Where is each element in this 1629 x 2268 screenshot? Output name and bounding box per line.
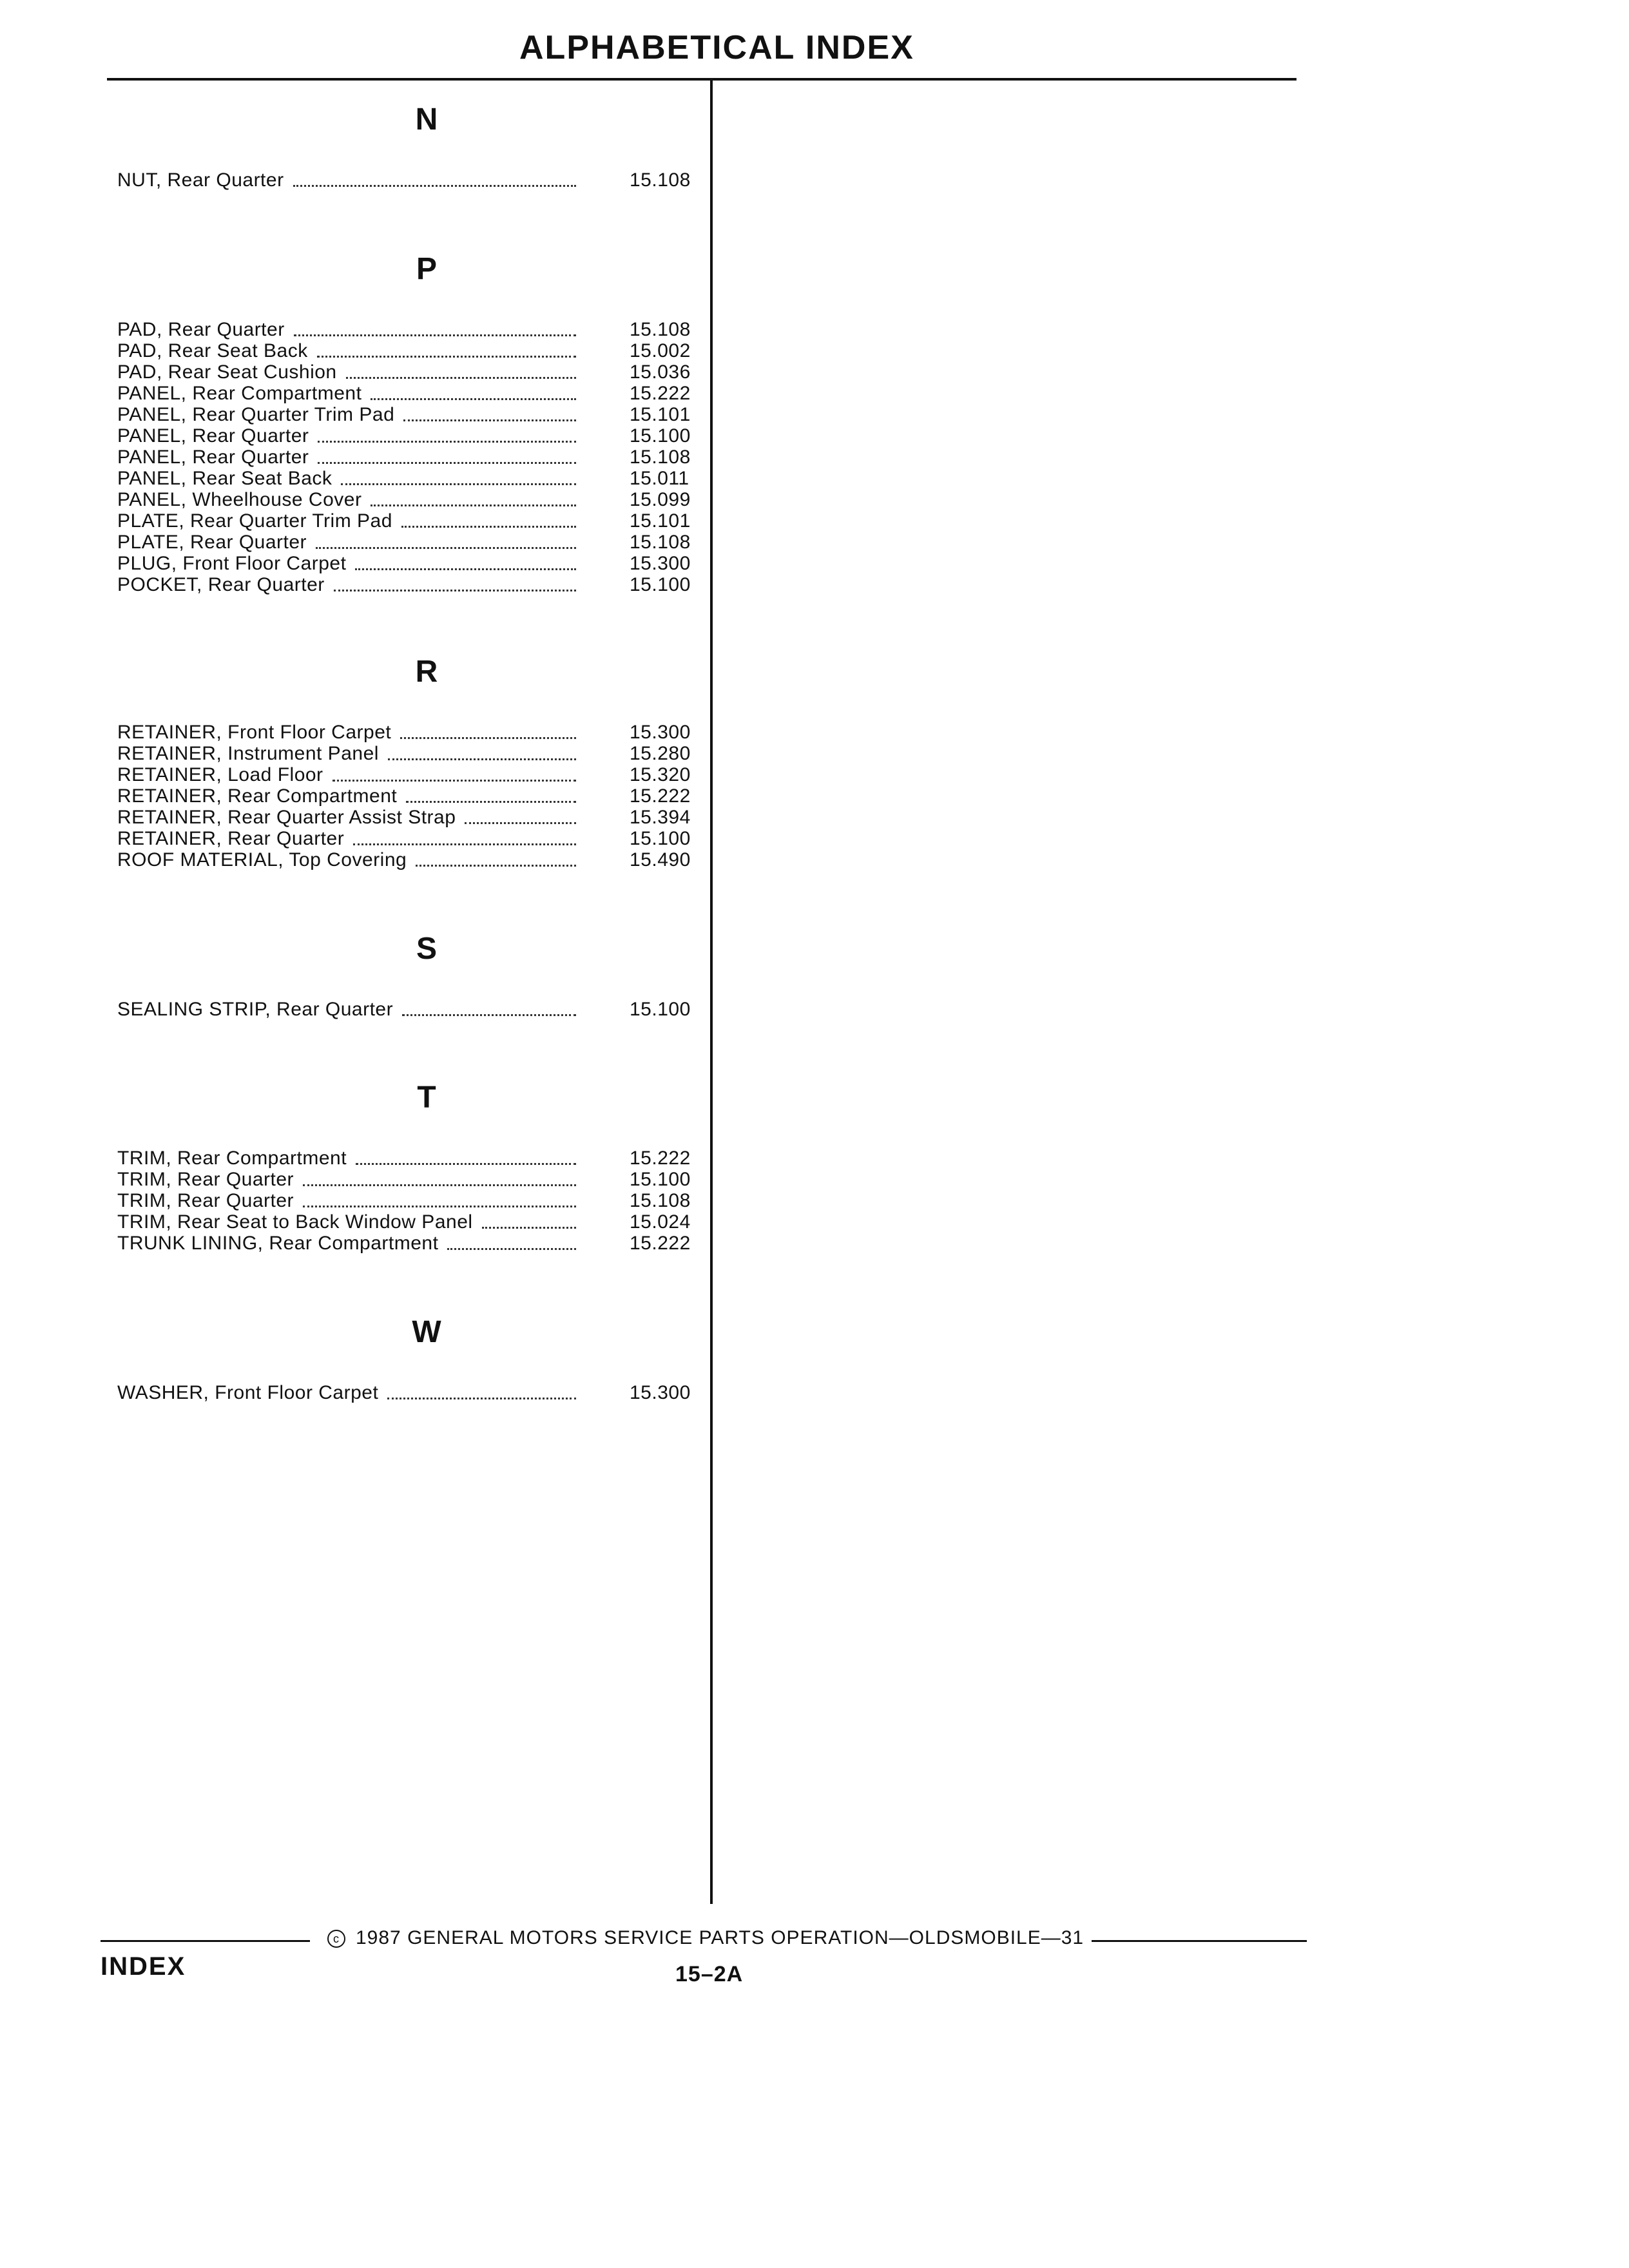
footer-copyright (327, 1927, 1084, 1949)
entry-page: 15.300 (630, 553, 691, 574)
index-entry (117, 319, 710, 340)
entry-name: RETAINER, Front Floor Carpet (117, 722, 392, 743)
dot-leader (356, 1163, 576, 1165)
index-entry (117, 383, 710, 404)
index-entry (117, 489, 710, 510)
entry-page: 15.300 (630, 1382, 691, 1403)
index-entry (117, 764, 710, 785)
dot-leader (371, 505, 576, 506)
dot-leader (317, 356, 576, 358)
index-entry (117, 1190, 710, 1211)
footer-section-label: INDEX (101, 1952, 186, 1981)
entry-name: TRIM, Rear Seat to Back Window Panel (117, 1211, 473, 1233)
entry-name: RETAINER, Rear Quarter (117, 828, 345, 849)
entry-page: 15.222 (630, 383, 691, 404)
entry-page: 15.099 (630, 489, 691, 510)
entry-page: 15.280 (630, 743, 691, 764)
footer-page-number: 15–2A (675, 1962, 744, 1986)
entry-page: 15.011 (630, 468, 689, 489)
dot-leader (303, 1184, 576, 1186)
entry-name: RETAINER, Load Floor (117, 764, 323, 785)
section-letter: P (416, 252, 437, 286)
entry-name: RETAINER, Rear Quarter Assist Strap (117, 807, 456, 828)
index-entry (117, 361, 710, 383)
index-entry (117, 510, 710, 532)
dot-leader (294, 334, 576, 336)
section-letter: W (412, 1315, 441, 1349)
page-title: ALPHABETICAL INDEX (519, 29, 914, 66)
index-entry (117, 574, 710, 595)
entry-name: PANEL, Wheelhouse Cover (117, 489, 362, 510)
entry-page: 15.100 (630, 999, 691, 1020)
entry-list (117, 1148, 710, 1254)
entry-name: PAD, Rear Quarter (117, 319, 285, 340)
entry-name: SEALING STRIP, Rear Quarter (117, 999, 394, 1020)
copyright-text: 1987 GENERAL MOTORS SERVICE PARTS OPERATION—OLDSMOBILE—31 (356, 1927, 1084, 1948)
entry-page: 15.394 (630, 807, 691, 828)
entry-name: PLATE, Rear Quarter Trim Pad (117, 510, 392, 532)
index-entry (117, 785, 710, 807)
entry-name: PANEL, Rear Quarter Trim Pad (117, 404, 395, 425)
entry-page: 15.222 (630, 1233, 691, 1254)
dot-leader (465, 822, 576, 824)
entry-page: 15.108 (630, 319, 691, 340)
entry-list (117, 319, 710, 595)
entry-name: PLATE, Rear Quarter (117, 532, 307, 553)
entry-page: 15.108 (630, 1190, 691, 1211)
index-entry (117, 999, 710, 1020)
entry-page: 15.101 (630, 404, 691, 425)
dot-leader (447, 1248, 576, 1250)
entry-name: PANEL, Rear Quarter (117, 425, 309, 447)
dot-leader (401, 526, 576, 528)
entry-name: PANEL, Rear Compartment (117, 383, 362, 404)
index-entry (117, 1169, 710, 1190)
dot-leader (303, 1206, 576, 1207)
index-entry (117, 404, 710, 425)
entry-page: 15.002 (630, 340, 691, 361)
entry-name: TRIM, Rear Quarter (117, 1169, 294, 1190)
dot-leader (341, 483, 576, 485)
entry-name: NUT, Rear Quarter (117, 169, 284, 191)
footer-rule-right (1092, 1940, 1307, 1942)
dot-leader (316, 547, 576, 549)
entry-name: PANEL, Rear Seat Back (117, 468, 333, 489)
entry-name: ROOF MATERIAL, Top Covering (117, 849, 407, 870)
section-letter: R (415, 655, 438, 689)
index-entry (117, 532, 710, 553)
index-entry (117, 828, 710, 849)
dot-leader (400, 737, 576, 739)
index-entry (117, 807, 710, 828)
index-entry (117, 169, 710, 191)
copyright-icon: c (327, 1930, 345, 1948)
dot-leader (293, 185, 576, 187)
entry-name: PAD, Rear Seat Cushion (117, 361, 337, 383)
entry-list (117, 722, 710, 870)
entry-name: RETAINER, Instrument Panel (117, 743, 379, 764)
entry-page: 15.101 (630, 510, 691, 532)
entry-page: 15.024 (630, 1211, 691, 1233)
header-rule (107, 78, 1296, 81)
entry-name: TRIM, Rear Quarter (117, 1190, 294, 1211)
dot-leader (353, 843, 576, 845)
index-entry (117, 425, 710, 447)
dot-leader (318, 462, 576, 464)
dot-leader (318, 441, 576, 443)
index-entry (117, 722, 710, 743)
entry-page: 15.320 (630, 764, 691, 785)
index-entry (117, 1382, 710, 1403)
entry-list (117, 169, 710, 191)
index-entry (117, 1233, 710, 1254)
dot-leader (346, 377, 576, 379)
dot-leader (406, 801, 576, 803)
index-entry (117, 553, 710, 574)
entry-name: POCKET, Rear Quarter (117, 574, 325, 595)
dot-leader (482, 1227, 576, 1229)
entry-page: 15.100 (630, 574, 691, 595)
entry-name: PLUG, Front Floor Carpet (117, 553, 347, 574)
entry-page: 15.300 (630, 722, 691, 743)
dot-leader (387, 1398, 576, 1399)
entry-list (117, 999, 710, 1020)
entry-name: RETAINER, Rear Compartment (117, 785, 398, 807)
entry-page: 15.100 (630, 1169, 691, 1190)
entry-page: 15.108 (630, 169, 691, 191)
entry-page: 15.100 (630, 828, 691, 849)
dot-leader (371, 398, 576, 400)
entry-page: 15.490 (630, 849, 691, 870)
index-entry (117, 1211, 710, 1233)
dot-leader (416, 865, 576, 867)
index-entry (117, 468, 710, 489)
index-entry (117, 1148, 710, 1169)
entry-page: 15.108 (630, 532, 691, 553)
entry-page: 15.100 (630, 425, 691, 447)
entry-name: WASHER, Front Floor Carpet (117, 1382, 379, 1403)
index-entry (117, 340, 710, 361)
section-letter: T (417, 1081, 436, 1115)
index-entry (117, 743, 710, 764)
column-divider (710, 81, 713, 1904)
entry-name: TRIM, Rear Compartment (117, 1148, 347, 1169)
entry-page: 15.036 (630, 361, 691, 383)
section-letter: S (416, 932, 437, 966)
entry-page: 15.108 (630, 447, 691, 468)
entry-page: 15.222 (630, 785, 691, 807)
dot-leader (355, 568, 576, 570)
dot-leader (334, 590, 576, 591)
entry-name: PANEL, Rear Quarter (117, 447, 309, 468)
index-entry (117, 447, 710, 468)
entry-name: PAD, Rear Seat Back (117, 340, 308, 361)
entry-page: 15.222 (630, 1148, 691, 1169)
dot-leader (402, 1014, 576, 1016)
entry-list (117, 1382, 710, 1403)
index-entry (117, 849, 710, 870)
section-letter: N (415, 102, 438, 137)
dot-leader (388, 758, 576, 760)
dot-leader (403, 419, 576, 421)
entry-name: TRUNK LINING, Rear Compartment (117, 1233, 439, 1254)
dot-leader (333, 780, 576, 782)
footer-rule-left (101, 1940, 310, 1942)
